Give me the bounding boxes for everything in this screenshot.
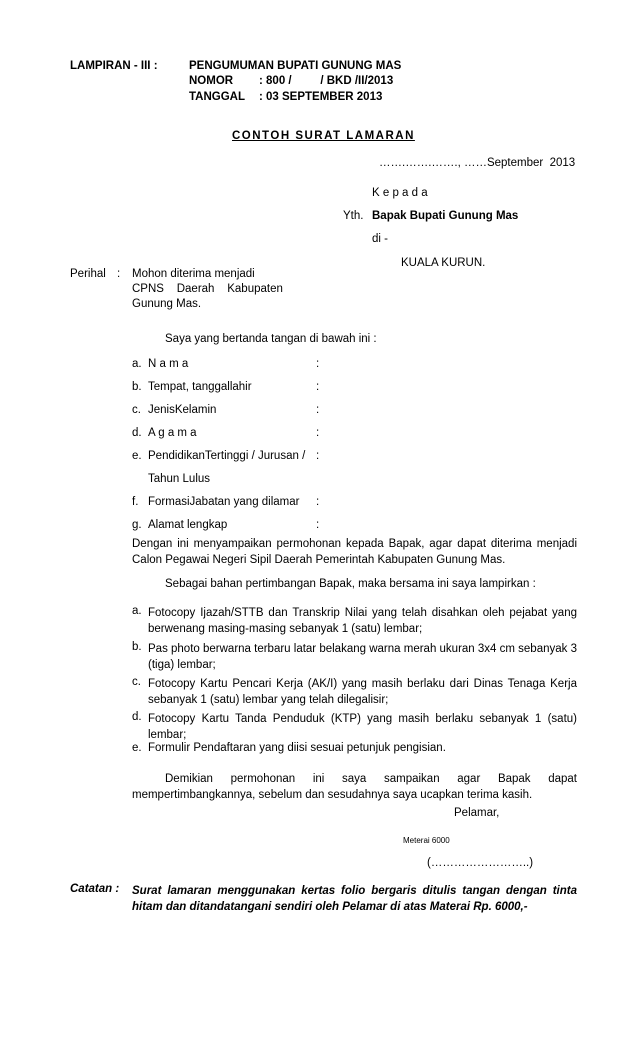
- list-item-text: Fotocopy Kartu Pencari Kerja (AK/I) yang masih berlaku dari Dinas Tenaga Kerja sebanyak 1 (satu) lembar yang telah dilegalisir;: [148, 678, 577, 706]
- perihal-line-1: Mohon diterima menjadi: [132, 268, 255, 280]
- attachments-intro: Sebagai bahan pertimbangan Bapak, maka bersama ini saya lampirkan :: [165, 578, 536, 590]
- field-colon: :: [316, 519, 320, 531]
- list-item-key: e.: [132, 742, 142, 754]
- field-label: FormasiJabatan yang dilamar: [148, 496, 300, 508]
- list-item-text: Fotocopy Ijazah/STTB dan Transkrip Nilai yang telah disahkan oleh pejabat yang berwenang masing-masing sebanyak 1 (satu) lembar;: [148, 607, 577, 635]
- recipient-name: Bapak Bupati Gunung Mas: [372, 210, 519, 222]
- field-colon: :: [316, 427, 320, 439]
- field-colon: :: [316, 496, 320, 508]
- request-paragraph: Dengan ini menyampaikan permohonan kepada Bapak, agar dapat diterima menjadi Calon Pegawai Negeri Sipil Daerah Pemerintah Kabupaten Gunung Mas.: [132, 538, 577, 566]
- kepada-label: K e p a d a: [372, 187, 428, 199]
- nomor-label: NOMOR: [189, 75, 234, 87]
- closing-paragraph: Demikian permohonan ini saya sampaikan agar Bapak dapat mempertimbangkannya, sebelum dan sesudahnya saya ucapkan terima kasih.: [132, 773, 577, 801]
- perihal-colon: :: [117, 268, 121, 280]
- recipient-di: di -: [372, 233, 388, 245]
- place-date: …….…….……., ……September 2013: [379, 157, 576, 169]
- perihal-label: Perihal: [70, 268, 106, 280]
- field-label: A g a m a: [148, 427, 197, 439]
- field-key: g.: [132, 519, 142, 531]
- field-key: c.: [132, 404, 141, 416]
- field-key: b.: [132, 381, 142, 393]
- list-item-text: Pas photo berwarna terbaru latar belakang warna merah ukuran 3x4 cm sebanyak 3 (tiga) lembar;: [148, 643, 577, 671]
- recipient-city: KUALA KURUN.: [401, 257, 486, 269]
- pelamar-label: Pelamar,: [454, 807, 500, 819]
- field-label: Tahun Lulus: [148, 473, 211, 485]
- perihal-line-2: CPNS Daerah Kabupaten: [132, 283, 283, 295]
- field-key: e.: [132, 450, 142, 462]
- field-colon: :: [316, 450, 320, 462]
- field-colon: :: [316, 358, 320, 370]
- materai-label: Meterai 6000: [403, 836, 450, 845]
- field-label: N a m a: [148, 358, 189, 370]
- list-item-key: c.: [132, 676, 141, 688]
- list-item-text: Fotocopy Kartu Tanda Penduduk (KTP) yang masih berlaku sebanyak 1 (satu) lembar;: [148, 713, 577, 741]
- intro-text: Saya yang bertanda tangan di bawah ini :: [165, 333, 377, 345]
- list-item-text: Formulir Pendaftaran yang diisi sesuai petunjuk pengisian.: [148, 742, 446, 754]
- tanggal-label: TANGGAL: [189, 91, 246, 103]
- field-label: PendidikanTertinggi / Jurusan /: [148, 450, 306, 462]
- catatan-text: Surat lamaran menggunakan kertas folio bergaris ditulis tangan dengan tinta hitam dan ditandatangani sendiri oleh Pelamar di atas Materai Rp. 6000,-: [132, 885, 577, 913]
- signature-name-line: (……………………..): [427, 857, 534, 869]
- field-key: d.: [132, 427, 142, 439]
- list-item-key: b.: [132, 641, 142, 653]
- field-label: Alamat lengkap: [148, 519, 228, 531]
- tanggal-value: : 03 SEPTEMBER 2013: [259, 91, 383, 103]
- field-colon: :: [316, 404, 320, 416]
- field-colon: :: [316, 381, 320, 393]
- catatan-label: Catatan :: [70, 883, 120, 895]
- lampiran-label: LAMPIRAN - III :: [70, 60, 158, 72]
- header-title: PENGUMUMAN BUPATI GUNUNG MAS: [189, 60, 402, 72]
- list-item-key: a.: [132, 605, 142, 617]
- field-key: a.: [132, 358, 142, 370]
- perihal-line-3: Gunung Mas.: [132, 298, 202, 310]
- nomor-value: : 800 / / BKD /II/2013: [259, 75, 394, 87]
- field-label: JenisKelamin: [148, 404, 217, 416]
- field-key: f.: [132, 496, 139, 508]
- document-title: CONTOH SURAT LAMARAN: [232, 130, 415, 142]
- field-label: Tempat, tanggallahir: [148, 381, 252, 393]
- yth-label: Yth.: [343, 210, 364, 222]
- list-item-key: d.: [132, 711, 142, 723]
